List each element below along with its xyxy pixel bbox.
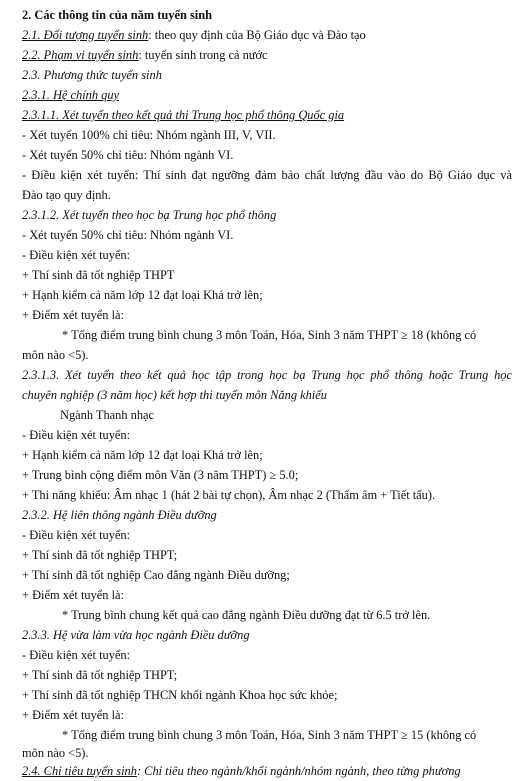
s2-3-1-3-line: + Thi năng khiếu: Âm nhạc 1 (hát 2 bài tự chọn), Âm nhạc 2 (Thẩm âm + Tiết tấu). — [22, 488, 436, 502]
s2-3-3-line: - Điều kiện xét tuyển: — [22, 648, 131, 662]
s2-3-1-1-line: - Điều kiện xét tuyển: Thí sinh đạt ngưỡng đảm bảo chất lượng đầu vào do Bộ Giáo dục và — [22, 168, 512, 182]
s2-3-2-line: + Thí sinh đã tốt nghiệp THPT; — [22, 548, 178, 562]
s2-3-3-line: môn nào <5). — [22, 746, 89, 760]
s2-3-1-3-line: + Trung bình cộng điểm môn Văn (3 năm THPT) ≥ 5.0; — [22, 468, 299, 482]
s2-3-heading: 2.3. Phương thức tuyển sinh — [22, 68, 162, 82]
s2-3-2-line: + Điểm xét tuyển là: — [22, 588, 124, 602]
s2-1-line — [22, 26, 512, 45]
s2-3-3-line: + Điểm xét tuyển là: — [22, 708, 124, 722]
s2-3-1-2-line: + Điểm xét tuyển là: — [22, 308, 124, 322]
s2-3-1-1-line: - Xét tuyển 100% chỉ tiêu: Nhóm ngành III, V, VII. — [22, 128, 276, 142]
s2-3-2-line: - Điều kiện xét tuyển: — [22, 528, 131, 542]
s2-3-2-heading: 2.3.2. Hệ liên thông ngành Điều dưỡng — [22, 508, 217, 522]
s2-3-1-1-heading: 2.3.1.1. Xét tuyển theo kết quả thi Trung học phổ thông Quốc gia — [22, 108, 345, 122]
s2-3-2-line: * Trung bình chung kết quả cao đẳng ngành Điều dưỡng đạt từ 6.5 trở lên. — [62, 608, 431, 622]
s2-1-text: : theo quy định của Bộ Giáo dục và Đào tạo — [148, 28, 366, 42]
s2-3-1-2-line: * Tổng điểm trung bình chung 3 môn Toán, Hóa, Sinh 3 năm THPT ≥ 18 (không có — [62, 328, 477, 342]
s2-3-2-line: + Thí sinh đã tốt nghiệp Cao đẳng ngành Điều dưỡng; — [22, 568, 290, 582]
s2-3-3-line: * Tổng điểm trung bình chung 3 môn Toán, Hóa, Sinh 3 năm THPT ≥ 15 (không có — [62, 728, 477, 742]
s2-3-1-3-line: - Điều kiện xét tuyển: — [22, 428, 131, 442]
section-title: 2. Các thông tin của năm tuyển sinh — [22, 8, 213, 22]
s2-3-3-heading: 2.3.3. Hệ vừa làm vừa học ngành Điều dưỡng — [22, 628, 250, 642]
s2-3-1-2-line: + Hạnh kiểm cả năm lớp 12 đạt loại Khá trở lên; — [22, 288, 263, 302]
s2-3-1-1-line: - Xét tuyển 50% chỉ tiêu: Nhóm ngành VI. — [22, 148, 234, 162]
s2-4-line — [22, 762, 512, 781]
s2-1-label: 2.1. Đối tượng tuyển sinh — [22, 28, 149, 42]
s2-3-1-3-major: Ngành Thanh nhạc — [60, 408, 155, 422]
s2-3-1-2-line: - Xét tuyển 50% chỉ tiêu: Nhóm ngành VI. — [22, 228, 234, 242]
s2-3-1-heading: 2.3.1. Hệ chính quy — [22, 88, 120, 102]
s2-2-label: 2.2. Phạm vi tuyển sinh — [22, 48, 139, 62]
s2-2-text: : tuyển sinh trong cả nước — [138, 48, 268, 62]
s2-3-3-line: + Thí sinh đã tốt nghiệp THCN khối ngành Khoa học sức khỏe; — [22, 688, 338, 702]
s2-3-1-1-line: Đào tạo quy định. — [22, 188, 111, 202]
s2-3-1-2-line: môn nào <5). — [22, 348, 89, 362]
s2-3-1-3-line: + Hạnh kiểm cả năm lớp 12 đạt loại Khá trở lên; — [22, 448, 263, 462]
s2-3-1-2-line: + Thí sinh đã tốt nghiệp THPT — [22, 268, 175, 282]
s2-3-3-line: + Thí sinh đã tốt nghiệp THPT; — [22, 668, 178, 682]
s2-3-1-2-heading: 2.3.1.2. Xét tuyển theo học bạ Trung học phổ thông — [22, 208, 277, 222]
s2-3-1-2-line: - Điều kiện xét tuyển: — [22, 248, 131, 262]
s2-3-1-3-heading: 2.3.1.3. Xét tuyển theo kết quả học tập trong học bạ Trung học phổ thông hoặc Trung học — [22, 368, 512, 382]
s2-4-label: 2.4. Chỉ tiêu tuyển sinh — [22, 764, 137, 778]
s2-3-1-3-heading-cont: chuyên nghiệp (3 năm học) kết hợp thi tuyển môn Năng khiếu — [22, 388, 327, 402]
s2-2-line — [22, 46, 512, 65]
s2-4-text: : Chỉ tiêu theo ngành/khối ngành/nhóm ngành, theo từng phương — [136, 764, 461, 778]
